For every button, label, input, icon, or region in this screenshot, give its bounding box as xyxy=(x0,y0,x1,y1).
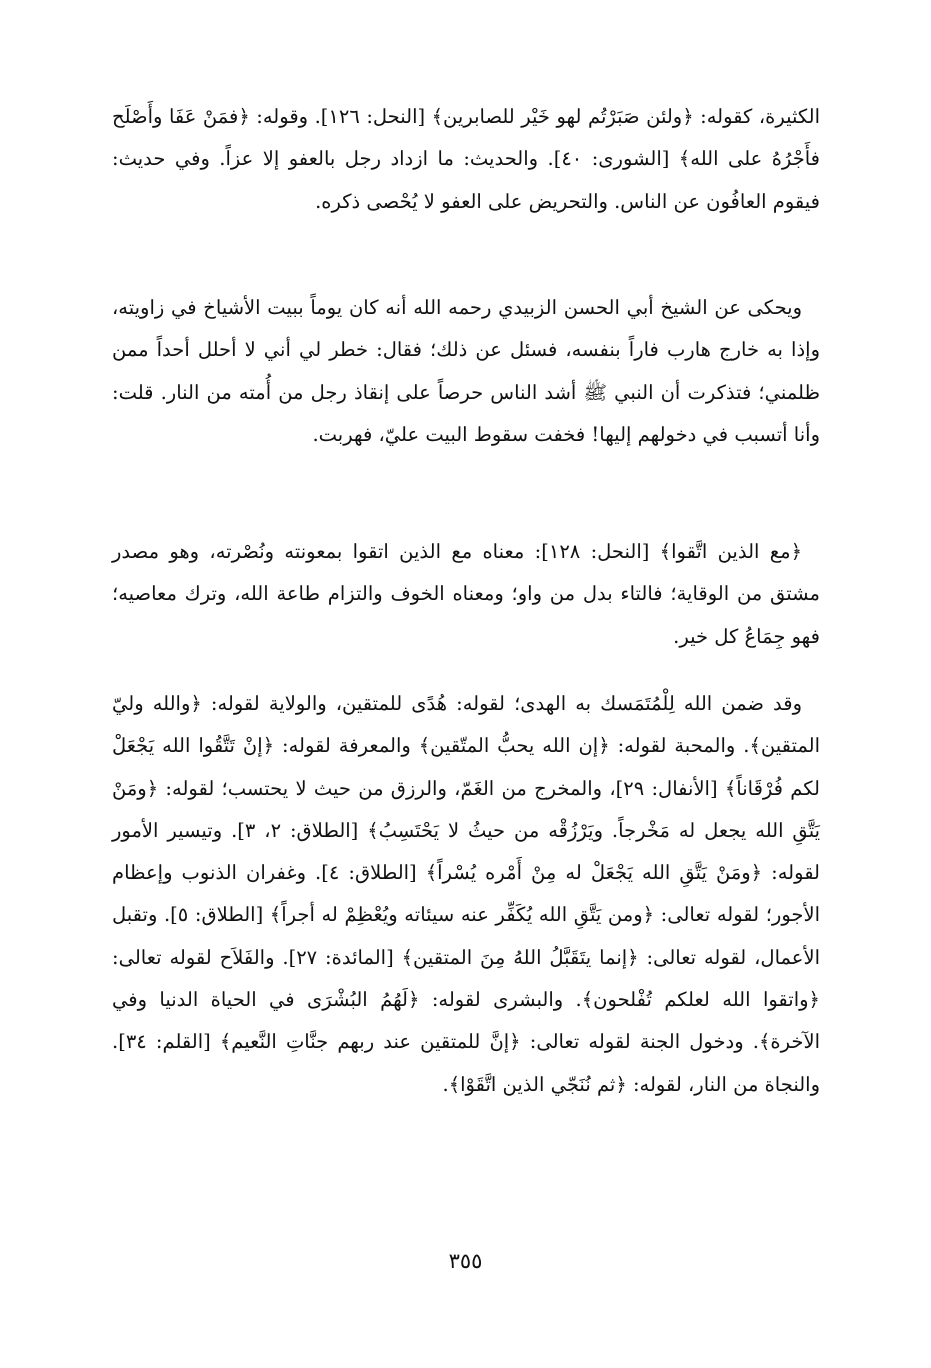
paragraph-taqwa-benefits: وقد ضمن الله لِلْمُتَمَسك به الهدى؛ لقوله: هُدًى للمتقين، والولاية لقوله: ﴿والله وليّ المتقين﴾. والمحبة لقوله: ﴿إن الله يحبُّ المتّقين﴾ والمعرفة لقوله: ﴿إنْ تَتَّقُوا الله يَجْعَلْ لكم فُرْقَاناً﴾ [الأنفال: ٢٩]، والمخرج من الغَمّ، والرزق من حيث لا يحتسب؛ لقوله: ﴿ومَنْ يَتَّقِ الله يجعل له مَخْرجاً. ويَرْزُقْه من حيثُ لا يَحْتَسِبُ﴾ [الطلاق: ٢، ٣]. وتيسير الأمور لقوله: ﴿ومَنْ يَتَّقِ الله يَجْعَلْ له مِنْ أَمْره يُسْراً﴾ [الطلاق: ٤]. وغفران الذنوب وإعظام الأجور؛ لقوله تعالى: ﴿ومن يَتَّقِ الله يُكَفِّر عنه سيئاته ويُعْظِمْ له أجراً﴾ [الطلاق: ٥]. وتقبل الأعمال، لقوله تعالى: ﴿إنما يتَقَبَّلُ اللهُ مِنَ المتقين﴾ [المائدة: ٢٧]. والفَلاَح لقوله تعالى: ﴿واتقوا الله لعلكم تُفْلحون﴾. والبشرى لقوله: ﴿لَهُمُ البُشْرَى في الحياة الدنيا وفي الآخرة﴾. ودخول الجنة لقوله تعالى: ﴿إنَّ للمتقين عند ربهم جنَّاتِ النَّعيم﴾ [القلم: ٣٤]. والنجاة من النار، لقوله: ﴿ثم نُنَجّي الذين اتَّقَوْا﴾. xyxy=(112,692,821,1096)
paragraph-zubaidi-story: ويحكى عن الشيخ أبي الحسن الزبيدي رحمه الله أنه كان يوماً ببيت الأشياخ في زاويته، وإذا به خارج هارب فاراً بنفسه، فسئل عن ذلك؛ فقال: خطر لي أني لا أحلل أحداً ممن ظلمني؛ فتذكرت أن النبي ﷺ أشد الناس حرصاً على إنقاذ رجل من أُمته من النار. قلت: وأنا أتسبب في دخولهم إليها! فخفت سقوط البيت عليّ، فهربت. xyxy=(112,296,820,446)
paragraph-taqwa-meaning: ﴿مع الذين اتَّقوا﴾ [النحل: ١٢٨]: معناه مع الذين اتقوا بمعونته ونُصْرته، وهو مصدر مشتق من الوقاية؛ فالتاء بدل من واو؛ ومعناه الخوف والتزام طاعة الله، وترك معاصيه؛ فهو جِمَاعُ كل خير. xyxy=(112,540,820,648)
page-number: ٣٥٥ xyxy=(448,1249,483,1273)
paragraph-forgiveness: الكثيرة، كقوله: ﴿ولئن صَبَرْتُم لهو خَيْر للصابرين﴾ [النحل: ١٢٦]. وقوله: ﴿فمَنْ عَفَا وأَصْلَح فأَجْرُهُ على الله﴾ [الشورى: ٤٠]. والحديث: ما ازداد رجل بالعفو إلا عزاً. وفي حديث: فيقوم العافُون عن الناس. والتحريض على العفو لا يُحْصى ذكره. xyxy=(112,105,821,213)
